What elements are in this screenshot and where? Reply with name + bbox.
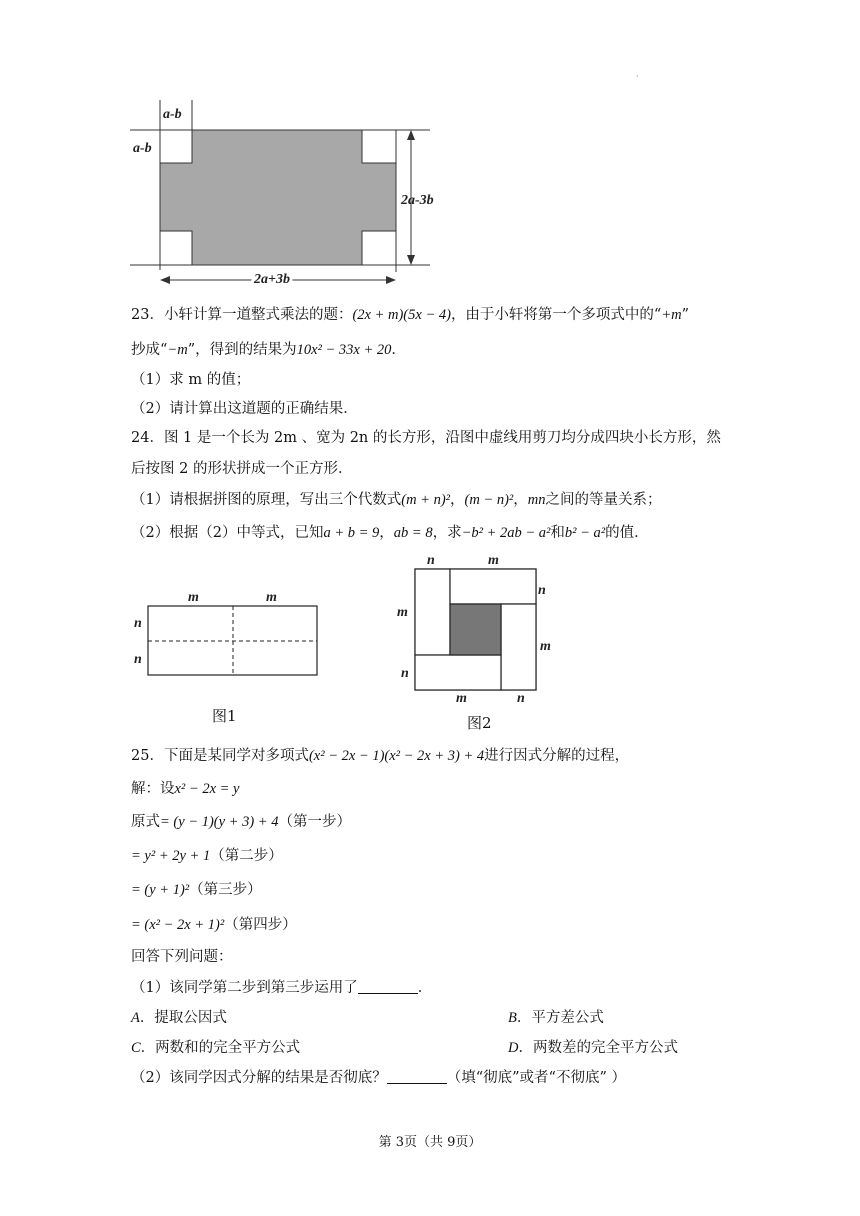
figure-1-rectangle xyxy=(128,585,328,685)
label-width: 2a+3b xyxy=(254,272,290,287)
q25-step4: = (x² − 2x + 1)²（第四步） xyxy=(131,917,297,933)
page-footer: 第 3页（共 9页） xyxy=(378,1135,482,1150)
q25-step2: = y² + 2y + 1（第二步） xyxy=(131,848,283,864)
figure-2-square xyxy=(393,552,563,712)
fig2-label-n-top: n xyxy=(427,553,435,568)
q25-line1: 25．下面是某同学对多项式(x² − 2x − 1)(x² − 2x + 3) + 4进行因式分解的过程， xyxy=(131,748,630,764)
q25-step1: 原式= (y − 1)(y + 3) + 4（第一步） xyxy=(131,814,351,830)
fig1-label-n2: n xyxy=(134,652,142,667)
q23-line1: 23．小轩计算一道整式乘法的题：(2x + m)(5x − 4)，由于小轩将第一个多项式中的“+m” xyxy=(131,307,690,323)
option-a[interactable]: A．提取公因式 xyxy=(131,1010,227,1026)
option-b[interactable]: B．平方差公式 xyxy=(508,1010,604,1026)
label-ab-top: a-b xyxy=(163,107,182,122)
label-height: 2a-3b xyxy=(401,193,434,208)
label-ab-left: a-b xyxy=(133,141,152,156)
q25-solution-let: 解：设x² − 2x = y xyxy=(131,781,240,797)
fig2-label-n-right: n xyxy=(538,583,546,598)
q24-line1: 24．图 1 是一个长为 2m 、宽为 2n 的长方形，沿图中虚线用剪刀均分成四块小长方形，然 xyxy=(131,430,721,446)
fig1-caption: 图1 xyxy=(212,707,237,725)
q25-part1-blank[interactable] xyxy=(358,979,418,994)
figure-rectangle-corners xyxy=(130,100,440,290)
q25-part2: （2）该同学因式分解的结果是否彻底？ （填“彻底”或者“不彻底” ） xyxy=(131,1070,626,1086)
fig1-label-m1: m xyxy=(188,590,199,605)
fig1-label-m2: m xyxy=(266,590,277,605)
q23-part1: （1）求 m 的值； xyxy=(131,372,251,388)
fig2-label-m-left: m xyxy=(397,605,408,620)
q25-part1: （1）该同学第二步到第三步运用了 ． xyxy=(131,980,433,996)
fig2-label-m-top: m xyxy=(488,553,499,568)
fig2-label-n-left: n xyxy=(401,666,409,681)
fig2-label-m-bottom: m xyxy=(456,691,467,706)
q25-step3: = (y + 1)²（第三步） xyxy=(131,882,262,898)
q24-line2: 后按图 2 的形状拼成一个正方形． xyxy=(131,461,353,477)
fig1-label-n1: n xyxy=(134,616,142,631)
q25-options-ab xyxy=(131,1008,604,1028)
page-dot: · xyxy=(636,72,639,81)
option-d[interactable]: D．两数差的完全平方公式 xyxy=(508,1040,678,1056)
q25-part2-blank[interactable] xyxy=(387,1069,447,1084)
fig2-label-m-right: m xyxy=(540,639,551,654)
q25-options-cd xyxy=(131,1038,678,1058)
q23-line2: 抄成“−m”，得到的结果为10x² − 33x + 20． xyxy=(131,342,406,358)
fig2-label-n-bottom: n xyxy=(517,691,525,706)
q23-part2: （2）请计算出这道题的正确结果． xyxy=(131,401,358,417)
option-c[interactable]: C．两数和的完全平方公式 xyxy=(131,1040,301,1056)
q24-part1: （1）请根据拼图的原理，写出三个代数式(m + n)²，(m − n)²，mn之间的等量关系； xyxy=(131,492,662,508)
q24-part2: （2）根据（2）中等式，已知a + b = 9，ab = 8，求−b² + 2ab − a²和b² − a²的值． xyxy=(131,525,649,541)
fig2-caption: 图2 xyxy=(467,714,492,732)
q25-answer-prompt: 回答下列问题： xyxy=(131,949,233,965)
